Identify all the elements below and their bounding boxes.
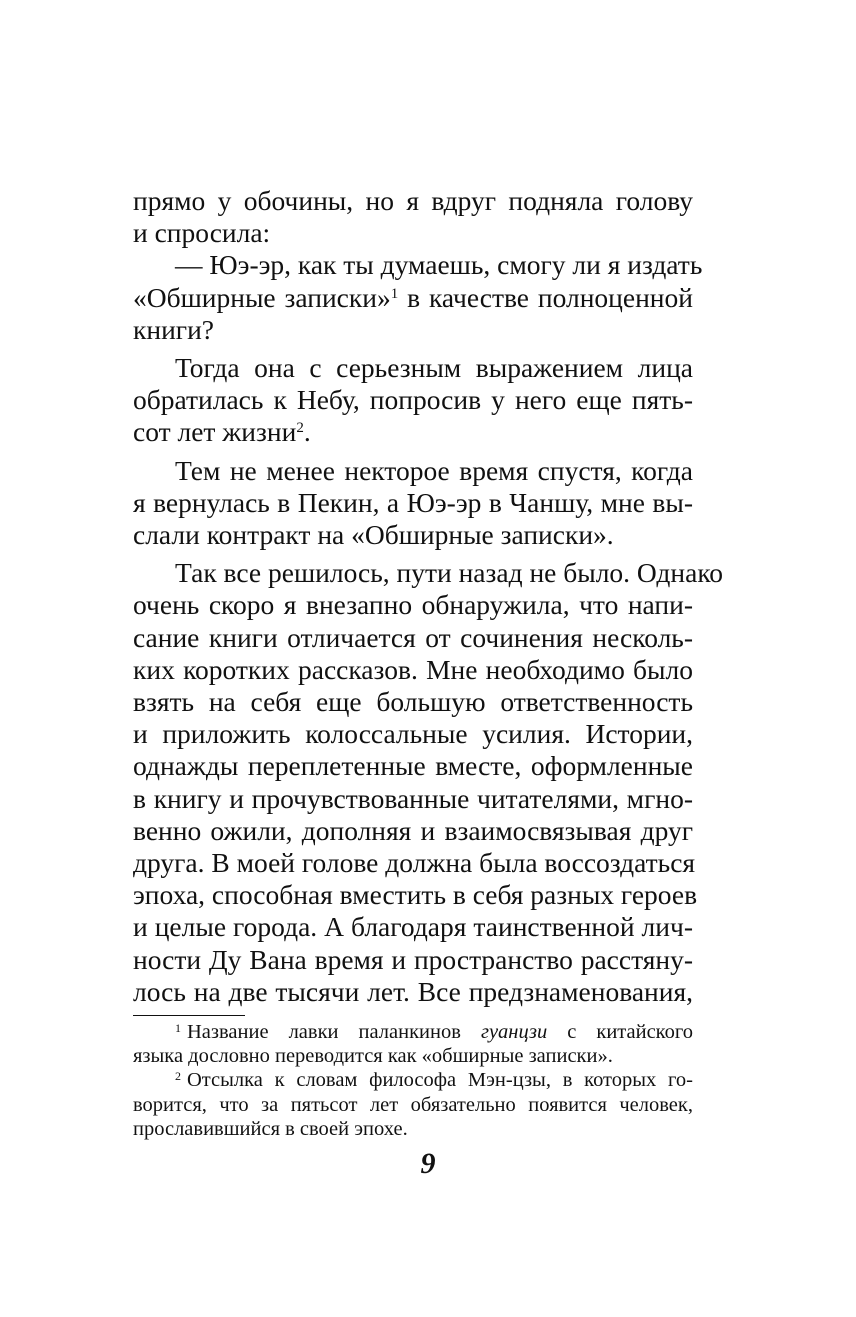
- text-line: друга. В моей голове должна была воссоздаться: [133, 847, 696, 879]
- footnote-line: языка дословно переводится как «обширные записки».: [133, 1045, 613, 1068]
- text-fragment: сот лет жизни: [133, 416, 297, 448]
- text-line: и приложить колоссальные усилия. Истории,: [133, 718, 693, 750]
- text-line: [133, 416, 693, 448]
- footnote-line: прославившийся в своей эпохе.: [133, 1117, 408, 1140]
- footnotes: [133, 1020, 693, 1141]
- footnote-number: 1: [175, 1021, 181, 1035]
- text-line: венно ожили, дополняя и взаимосвязывая друг: [133, 814, 693, 846]
- text-line: [133, 282, 693, 314]
- text-fragment: .: [303, 416, 311, 448]
- text-line: прямо у обочины, но я вдруг подняла голову: [133, 185, 693, 216]
- text-line: лось на две тысячи лет. Все предзнаменования,: [133, 975, 693, 1007]
- text-line: ности Ду Вана время и пространство расстяну-: [133, 943, 693, 975]
- text-line: Тогда она с серьезным выражением лица: [175, 352, 693, 384]
- text-fragment: в качестве полноценной: [407, 281, 693, 313]
- text-line: очень скоро я внезапно обнаружила, что напи-: [133, 589, 693, 621]
- footnote-ref-1: 1: [390, 285, 399, 302]
- footnote-ref-2: 2: [296, 420, 304, 437]
- footnote-divider: [133, 1015, 245, 1016]
- text-line: и целые города. А благодаря таинственной лич-: [133, 911, 693, 943]
- text-line: эпоха, способная вместить в себя разных героев: [133, 879, 698, 911]
- text-fragment: с китайского: [567, 1021, 693, 1043]
- text-line: в книгу и прочувствованные читателями, мгно-: [133, 782, 693, 814]
- text-line: — Юэ-эр, как ты думаешь, смогу ли я издать: [175, 249, 703, 281]
- page-number: 9: [420, 1147, 436, 1180]
- text-line: книги?: [133, 313, 214, 345]
- book-title-quote: «Обширные записки»: [133, 281, 391, 313]
- main-text: [133, 185, 724, 1008]
- footnote-number: 2: [175, 1069, 181, 1084]
- text-line: Так все решилось, пути назад не было. Однако: [175, 557, 724, 589]
- footnote-2: [133, 1068, 693, 1092]
- text-line: и спросила:: [133, 217, 271, 249]
- italic-term: гуанцзи: [480, 1021, 548, 1043]
- text-line: слали контракт на «Обширные записки».: [133, 519, 614, 551]
- text-line: сание книги отличается от сочинения несколь-: [133, 621, 693, 653]
- text-line: однажды переплетенные вместе, оформленные: [133, 750, 693, 782]
- footnote-line: ворится, что за пятьсот лет обязательно появится человек,: [133, 1093, 693, 1116]
- text-fragment: Название лавки паланкинов: [187, 1021, 461, 1043]
- text-line: обратилась к Небу, попросив у него еще пять-: [133, 384, 693, 416]
- footnote-1: [133, 1020, 693, 1044]
- text-line: я вернулась в Пекин, а Юэ-эр в Чаншу, мне вы-: [133, 486, 693, 518]
- text-line: Тем не менее некторое время спустя, когда: [175, 454, 693, 486]
- text-line: ких коротких рассказов. Мне необходимо было: [133, 653, 693, 685]
- text-fragment: Отсылка к словам философа Мэн-цзы, в которых го-: [187, 1069, 693, 1092]
- text-line: взять на себя еще большую ответственность: [133, 686, 693, 718]
